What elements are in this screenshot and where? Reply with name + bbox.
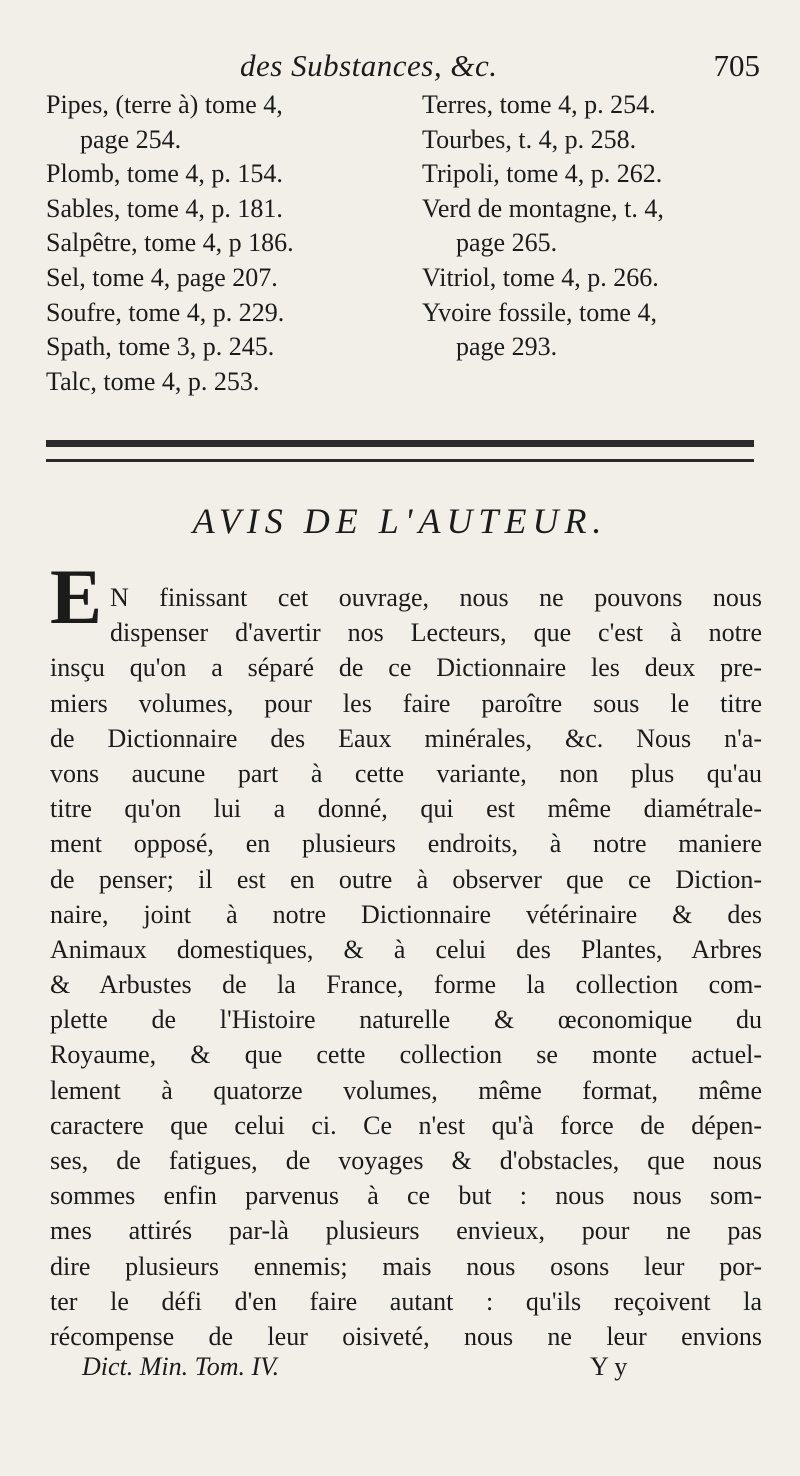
drop-cap: E — [50, 553, 103, 640]
paragraph-line: lement à quatorze volumes, même format, même — [50, 1075, 762, 1105]
index-entry: Talc, tome 4, p. 253. — [46, 366, 260, 396]
index-entry: Salpêtre, tome 4, p 186. — [46, 228, 294, 258]
index-entry: Tourbes, t. 4, p. 258. — [422, 124, 637, 154]
divider-rule-thin — [46, 459, 754, 462]
paragraph-line: caractere que celui ci. Ce n'est qu'à force de dépen- — [50, 1110, 762, 1140]
index-entry: Soufre, tome 4, p. 229. — [46, 297, 285, 327]
page-number: 705 — [713, 48, 760, 83]
paragraph-line: ter le défi d'en faire autant : qu'ils reçoivent la — [50, 1286, 762, 1316]
paragraph-line: Animaux domestiques, & à celui des Plantes, Arbres — [50, 934, 762, 964]
body-paragraph — [50, 553, 762, 1354]
paragraph-line: sommes enfin parvenus à ce but : nous nous som- — [50, 1181, 762, 1211]
index-entry: Terres, tome 4, p. 254. — [422, 90, 656, 119]
index-entry: Sel, tome 4, page 207. — [46, 262, 278, 292]
paragraph-line: naire, joint à notre Dictionnaire vétérinaire & des — [50, 899, 762, 929]
paragraph-line: de Dictionnaire des Eaux minérales, &c. Nous n'a- — [50, 723, 762, 753]
index-entry: Vitriol, tome 4, p. 266. — [422, 262, 659, 292]
paragraph-line: ment opposé, en plusieurs endroits, à notre maniere — [50, 829, 762, 859]
running-title: des Substances, &c. — [240, 48, 498, 83]
page-footer — [0, 1352, 800, 1392]
index-entry: Spath, tome 3, p. 245. — [46, 332, 275, 362]
running-header — [0, 48, 800, 92]
paragraph-line: titre qu'on lui a donné, qui est même diamétrale- — [50, 794, 762, 824]
paragraph-line: de penser; il est en outre à observer que ce Diction- — [50, 864, 762, 894]
index-entry: Plomb, tome 4, p. 154. — [46, 159, 283, 189]
paragraph-line: dire plusieurs ennemis; mais nous osons leur por- — [50, 1251, 762, 1281]
paragraph-line: mes attirés par-là plusieurs envieux, pour ne pas — [50, 1216, 762, 1246]
index-column-left — [46, 88, 294, 399]
index-entry: Pipes, (terre à) tome 4, — [46, 90, 283, 119]
paragraph-line: ses, de fatigues, de voyages & d'obstacles, que nous — [50, 1146, 762, 1175]
footer-signature: Dict. Min. Tom. IV. — [82, 1352, 280, 1381]
paragraph-line: miers volumes, pour les faire paroître sous le titre — [50, 688, 762, 718]
paragraph-line: récompense de leur oisiveté, nous ne leur envions — [50, 1321, 762, 1351]
paragraph-line: insçu qu'on a séparé de ce Dictionnaire les deux pre- — [50, 653, 762, 683]
paragraph-line: vons aucune part à cette variante, non plus qu'au — [50, 758, 762, 788]
index-column-right — [422, 88, 664, 365]
index-entry: Sables, tome 4, p. 181. — [46, 193, 283, 223]
index-entry: Verd de montagne, t. 4, — [422, 193, 664, 223]
divider-rule-thick — [46, 440, 754, 447]
paragraph-line: Royaume, & que cette collection se monte actuel- — [50, 1040, 762, 1070]
index-entry: Tripoli, tome 4, p. 262. — [422, 159, 663, 189]
index-entry-continuation: page 265. — [456, 228, 558, 258]
index-entry-continuation: page 254. — [80, 124, 182, 154]
index-entry-continuation: page 293. — [456, 332, 558, 362]
footer-gathering-mark: Y y — [590, 1352, 628, 1381]
paragraph-line: dispenser d'avertir nos Lecteurs, que c'est à notre — [110, 618, 762, 648]
paragraph-line: N finissant cet ouvrage, nous ne pouvons nous — [110, 583, 762, 612]
index-entry: Yvoire fossile, tome 4, — [422, 297, 657, 327]
section-heading: AVIS DE L'AUTEUR. — [192, 501, 608, 541]
paragraph-line: plette de l'Histoire naturelle & œconomique du — [50, 1005, 762, 1035]
paragraph-line: & Arbustes de la France, forme la collection com- — [50, 970, 762, 1000]
